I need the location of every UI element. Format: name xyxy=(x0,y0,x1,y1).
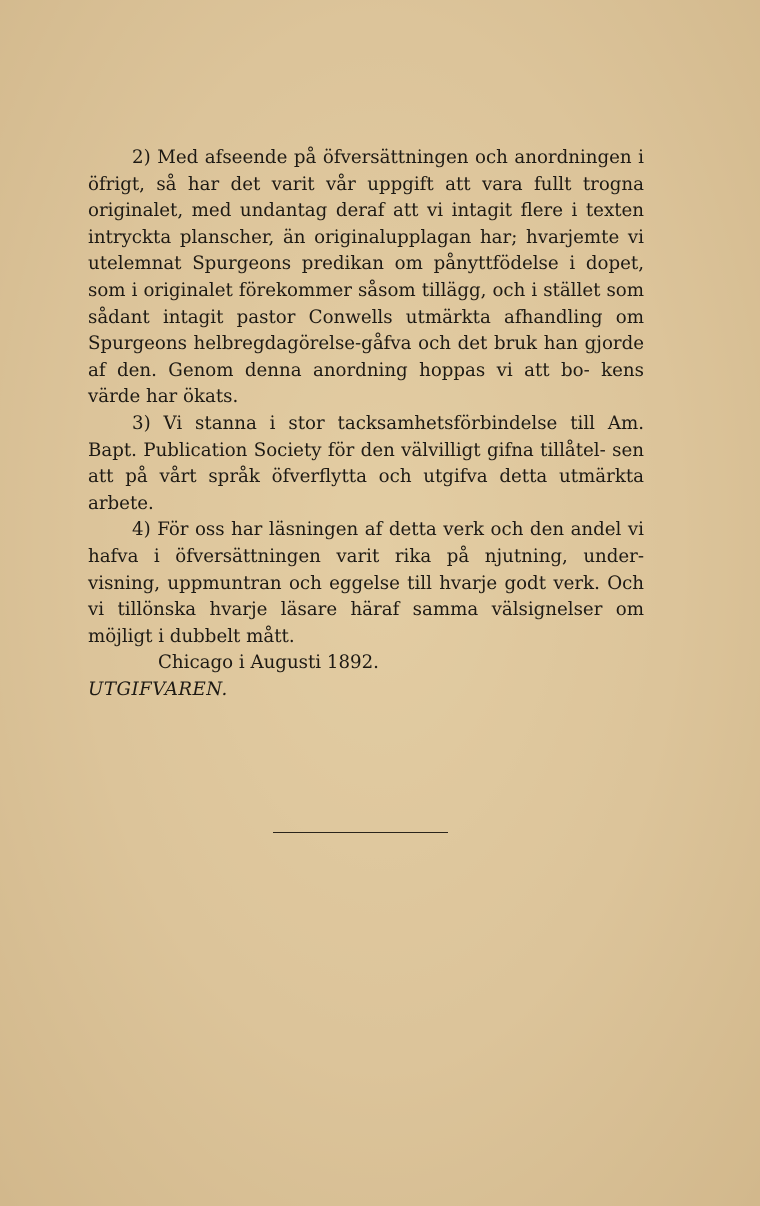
line: sen att på vårt språk öfverflytta och utgifva detta utmärkta xyxy=(88,439,644,488)
publisher-signature: UTGIFVAREN. xyxy=(88,678,228,700)
line: arbete. xyxy=(88,492,154,514)
line: originalet, med undantag deraf att vi intagit flere i texten xyxy=(88,200,644,222)
line: Och vi tillönska hvarje läsare häraf samma välsignelser xyxy=(88,572,644,621)
line: 2) Med afseende på öfversättningen och anordningen xyxy=(132,147,632,168)
line: visning, uppmuntran och eggelse till hvarje godt verk. xyxy=(88,572,600,594)
line: vi utelemnat Spurgeons predikan om pånyttfödelse i dopet, xyxy=(88,226,644,275)
line: vi hafva i öfversättningen varit rika på njutning, under- xyxy=(88,519,644,567)
line: intryckta planscher, än originalupplagan har; hvarjemte xyxy=(88,226,620,248)
line: 3) Vi stanna i stor tacksamhetsförbindelse till Am. xyxy=(132,412,644,434)
place-and-date: Chicago i Augusti 1892. xyxy=(158,652,379,674)
paragraph-4 xyxy=(88,517,644,650)
paragraph-3 xyxy=(88,411,644,517)
line: i öfrigt, så har det varit vår uppgift att vara fullt trogna xyxy=(88,147,644,195)
line: som sådant intagit pastor Conwells utmärkta afhandling xyxy=(88,279,644,328)
paragraph-2 xyxy=(88,145,644,411)
line: om möjligt i dubbelt mått. xyxy=(88,599,644,647)
line: om Spurgeons helbregdagörelse-gåfva och det bruk han xyxy=(88,306,644,355)
line: 4) För oss har läsningen af detta verk och den andel xyxy=(132,519,622,541)
body-text xyxy=(88,145,644,703)
line: som i originalet förekommer såsom tillägg, och i stället xyxy=(88,279,601,301)
divider-rule xyxy=(273,832,448,833)
line: kens värde har ökats. xyxy=(88,359,644,408)
line: gjorde af den. Genom denna anordning hoppas vi att bo- xyxy=(88,333,644,381)
line: Bapt. Publication Society för den välvilligt gifna tillåtel- xyxy=(88,439,606,461)
